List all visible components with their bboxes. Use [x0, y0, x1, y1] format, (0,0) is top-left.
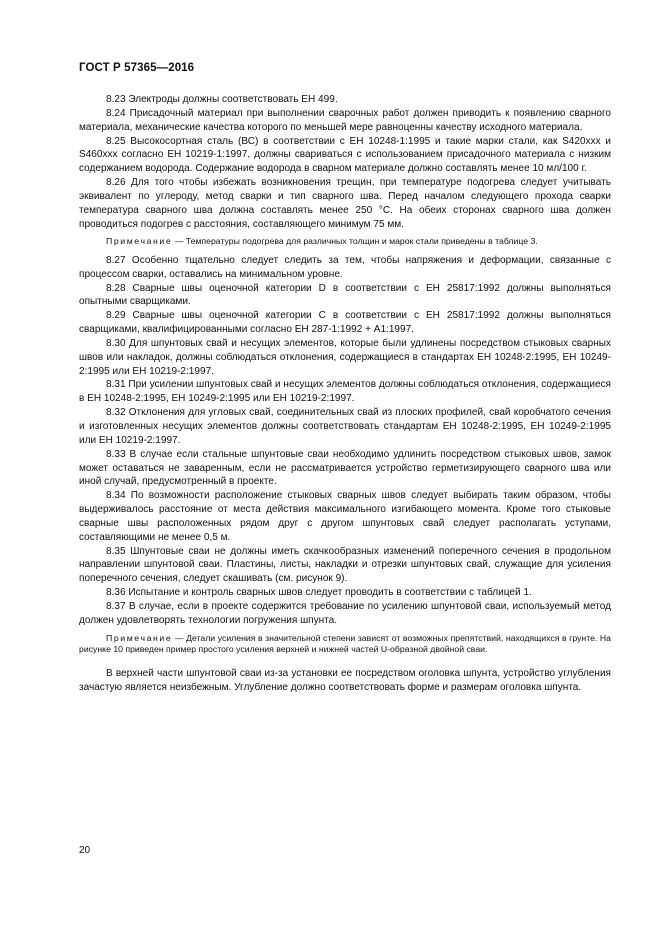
clause-8-29: 8.29 Сварные швы оценочной категории С в соответствии с ЕН 25817:1992 должны выполняться сварщиками, квалифицированными согласно ЕН 287-1:1992 + А1:1997.: [79, 310, 611, 336]
note-2: [79, 633, 611, 656]
document-header: ГОСТ Р 57365—2016: [79, 62, 195, 74]
clause-8-24: 8.24 Присадочный материал при выполнении сварочных работ должен приводить к появлению сварного материала, механические качества которого по меньшей мере равноценны качеству исходного материала.: [79, 107, 611, 133]
clause-8-36: 8.36 Испытание и контроль сварных швов следует проводить в соответствии с таблицей 1.: [106, 587, 532, 599]
note-1-text: — Температуры подогрева для различных толщин и марок стали приведены в таблице 3.: [172, 236, 538, 247]
note-1: [79, 236, 611, 247]
clause-8-27: 8.27 Особенно тщательно следует следить за тем, чтобы напряжения и деформации, связанные с процессом сварки, оставались на минимальном уровне.: [79, 254, 611, 280]
note-2-label: Примечание: [106, 632, 173, 643]
clause-8-25: 8.25 Высокосортная сталь (ВС) в соответствии с ЕН 10248-1:1995 и такие марки стали, как S420xxx и S460xxx согласно ЕН 10219-1:1997, должны свариваться с использованием присадочного материала с низким содержанием водорода. Содержание водорода в сварном материале должно составлять менее 10 мл/100 г.: [79, 135, 611, 175]
page-number: 20: [79, 845, 91, 856]
document-body: [79, 93, 611, 695]
clause-8-33: 8.33 В случае если стальные шпунтовые сваи необходимо удлинить посредством стыковых швов, замок может оставаться не заваренным, если не рассматривается устройство герметизирующего сварного шва или иной случай, предусмотренный в проекте.: [79, 448, 611, 488]
clause-8-30: 8.30 Для шпунтовых свай и несущих элементов, которые были удлинены посредством стыковых сварных швов или накладок, должны соблюдаться отклонения, содержащиеся в стандартах ЕН 10248-2:1995, ЕН 10249-2:1995 или ЕН 10219-2:1997.: [79, 337, 611, 377]
clause-8-31: 8.31 При усилении шпунтовых свай и несущих элементов должны соблюдаться отклонения, содержащиеся в ЕН 10248-2:1995, ЕН 10249-2:1995 или ЕН 10219-2:1997.: [79, 379, 611, 405]
clause-8-34: 8.34 По возможности расположение стыковых сварных швов следует выбирать таким образом, чтобы выдерживалось расстояние от места действия максимального изгибающего момента. Кроме того стыковые сварные швы расположенных рядом друг с другом шпунтовых свай следует располагать уступами, составляющими не менее 0,5 м.: [79, 490, 611, 543]
clause-8-32: 8.32 Отклонения для угловых свай, соединительных свай из плоских профилей, свай коробчатого сечения и изготовленных несущих элементов должны соответствовать стандартам ЕН 10248-2:1995, ЕН 10249-2:1995 или ЕН 10219-2:1997.: [79, 407, 611, 446]
clause-8-37: 8.37 В случае, если в проекте содержится требование по усилению шпунтовой сваи, используемый метод должен удовлетворять технологии погружения шпунта.: [79, 600, 611, 626]
note-2-text: — Детали усиления в значительной степени зависят от возможных препятствий, находящихся в грунте. На рисунке 10 приведен пример простого усиления верхней и нижней частей U-образной двойной сваи.: [79, 632, 611, 655]
clause-8-35: 8.35 Шпунтовые сваи не должны иметь скачкообразных изменений поперечного сечения в продольном направлении шпунтовой сваи. Пластины, листы, накладки и отрезки шпунтовых свай, служащие для усиления поперечного сечения, следует скашивать (см. рисунок 9).: [79, 545, 611, 585]
clause-8-26: 8.26 Для того чтобы избежать возникновения трещин, при температуре подогрева следует учитывать эквивалент по углероду, метод сварки и тип сварного шва. Перед началом следующего прохода сварки температура сварного шва должна составлять менее 250 °С. На обеих сторонах сварного шва должен проводиться подогрев с расстояния, составляющего минимум 75 мм.: [79, 177, 611, 230]
clause-8-23: 8.23 Электроды должны соответствовать ЕН 499.: [106, 94, 338, 105]
note-1-label: Примечание: [106, 236, 173, 247]
final-paragraph: В верхней части шпунтовой сваи из-за установки ее посредством оголовка шпунта, устройство углубления зачастую является неизбежным. Углубление должно соответствовать форме и размерам оголовка шпунта.: [79, 668, 611, 694]
clause-8-28: 8.28 Сварные швы оценочной категории D в соответствии с ЕН 25817:1992 должны выполняться опытными сварщиками.: [79, 282, 611, 308]
